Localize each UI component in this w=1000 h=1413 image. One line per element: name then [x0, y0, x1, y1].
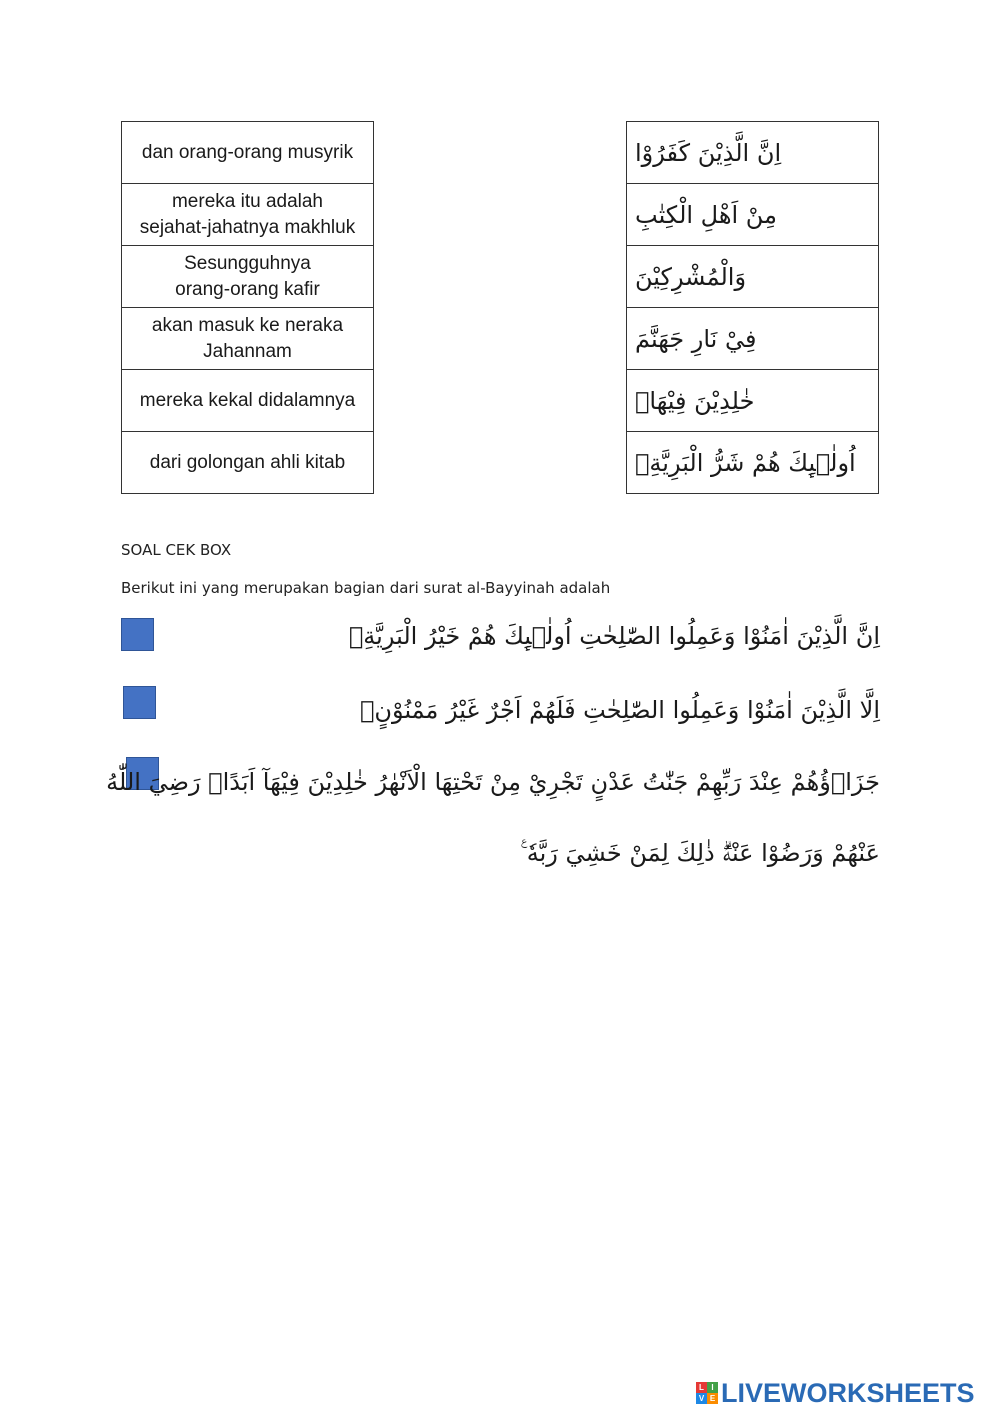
- arabic-cell[interactable]: اُولٰۤىِٕكَ هُمْ شَرُّ الْبَرِيَّةِۗ: [627, 432, 878, 494]
- arabic-cell[interactable]: وَالْمُشْرِكِيْنَ: [627, 246, 878, 308]
- arabic-table: [626, 121, 879, 494]
- arabic-cell[interactable]: مِنْ اَهْلِ الْكِتٰبِ: [627, 184, 878, 246]
- option-text-1: اِنَّ الَّذِيْنَ اٰمَنُوْا وَعَمِلُوا الصّٰلِحٰتِ اُولٰۤىِٕكَ هُمْ خَيْرُ الْبَرِيَّةِۗ: [348, 622, 880, 650]
- option-text-3-line-1: جَزَاۤؤُهُمْ عِنْدَ رَبِّهِمْ جَنّٰتُ عَدْنٍ تَجْرِيْ مِنْ تَحْتِهَا الْاَنْهٰرُ خٰلِدِيْنَ فِيْهَآ اَبَدًاۗ رَضِيَ اللّٰهُ: [106, 768, 880, 796]
- liveworksheets-logo: [696, 1378, 975, 1408]
- arabic-cell[interactable]: خٰلِدِيْنَ فِيْهَاۗ: [627, 370, 878, 432]
- option-text-2: اِلَّا الَّذِيْنَ اٰمَنُوْا وَعَمِلُوا الصّٰلِحٰتِ فَلَهُمْ اَجْرٌ غَيْرُ مَمْنُوْنٍۗ: [360, 696, 880, 724]
- option-checkbox-1[interactable]: [121, 618, 154, 651]
- option-checkbox-2[interactable]: [123, 686, 156, 719]
- translation-cell[interactable]: mereka itu adalah sejahat-jahatnya makhluk: [122, 184, 373, 246]
- question-text: Berikut ini yang merupakan bagian dari surat al-Bayyinah adalah: [121, 579, 611, 597]
- brand-name: LIVEWORKSHEETS: [721, 1377, 975, 1408]
- section-title: SOAL CEK BOX: [121, 541, 232, 559]
- option-text-3-line-2: عَنْهُمْ وَرَضُوْا عَنْهُۗ ذٰلِكَ لِمَنْ خَشِيَ رَبَّهٗ ࣖ: [520, 839, 880, 867]
- arabic-cell[interactable]: اِنَّ الَّذِيْنَ كَفَرُوْا: [627, 122, 878, 184]
- translation-cell[interactable]: akan masuk ke neraka Jahannam: [122, 308, 373, 370]
- translation-table: [121, 121, 374, 494]
- translation-cell[interactable]: dan orang-orang musyrik: [122, 122, 373, 184]
- translation-cell[interactable]: Sesungguhnya orang-orang kafir: [122, 246, 373, 308]
- logo-icon: L I V E: [696, 1382, 718, 1404]
- translation-cell[interactable]: dari golongan ahli kitab: [122, 432, 373, 494]
- arabic-cell[interactable]: فِيْ نَارِ جَهَنَّمَ: [627, 308, 878, 370]
- translation-cell[interactable]: mereka kekal didalamnya: [122, 370, 373, 432]
